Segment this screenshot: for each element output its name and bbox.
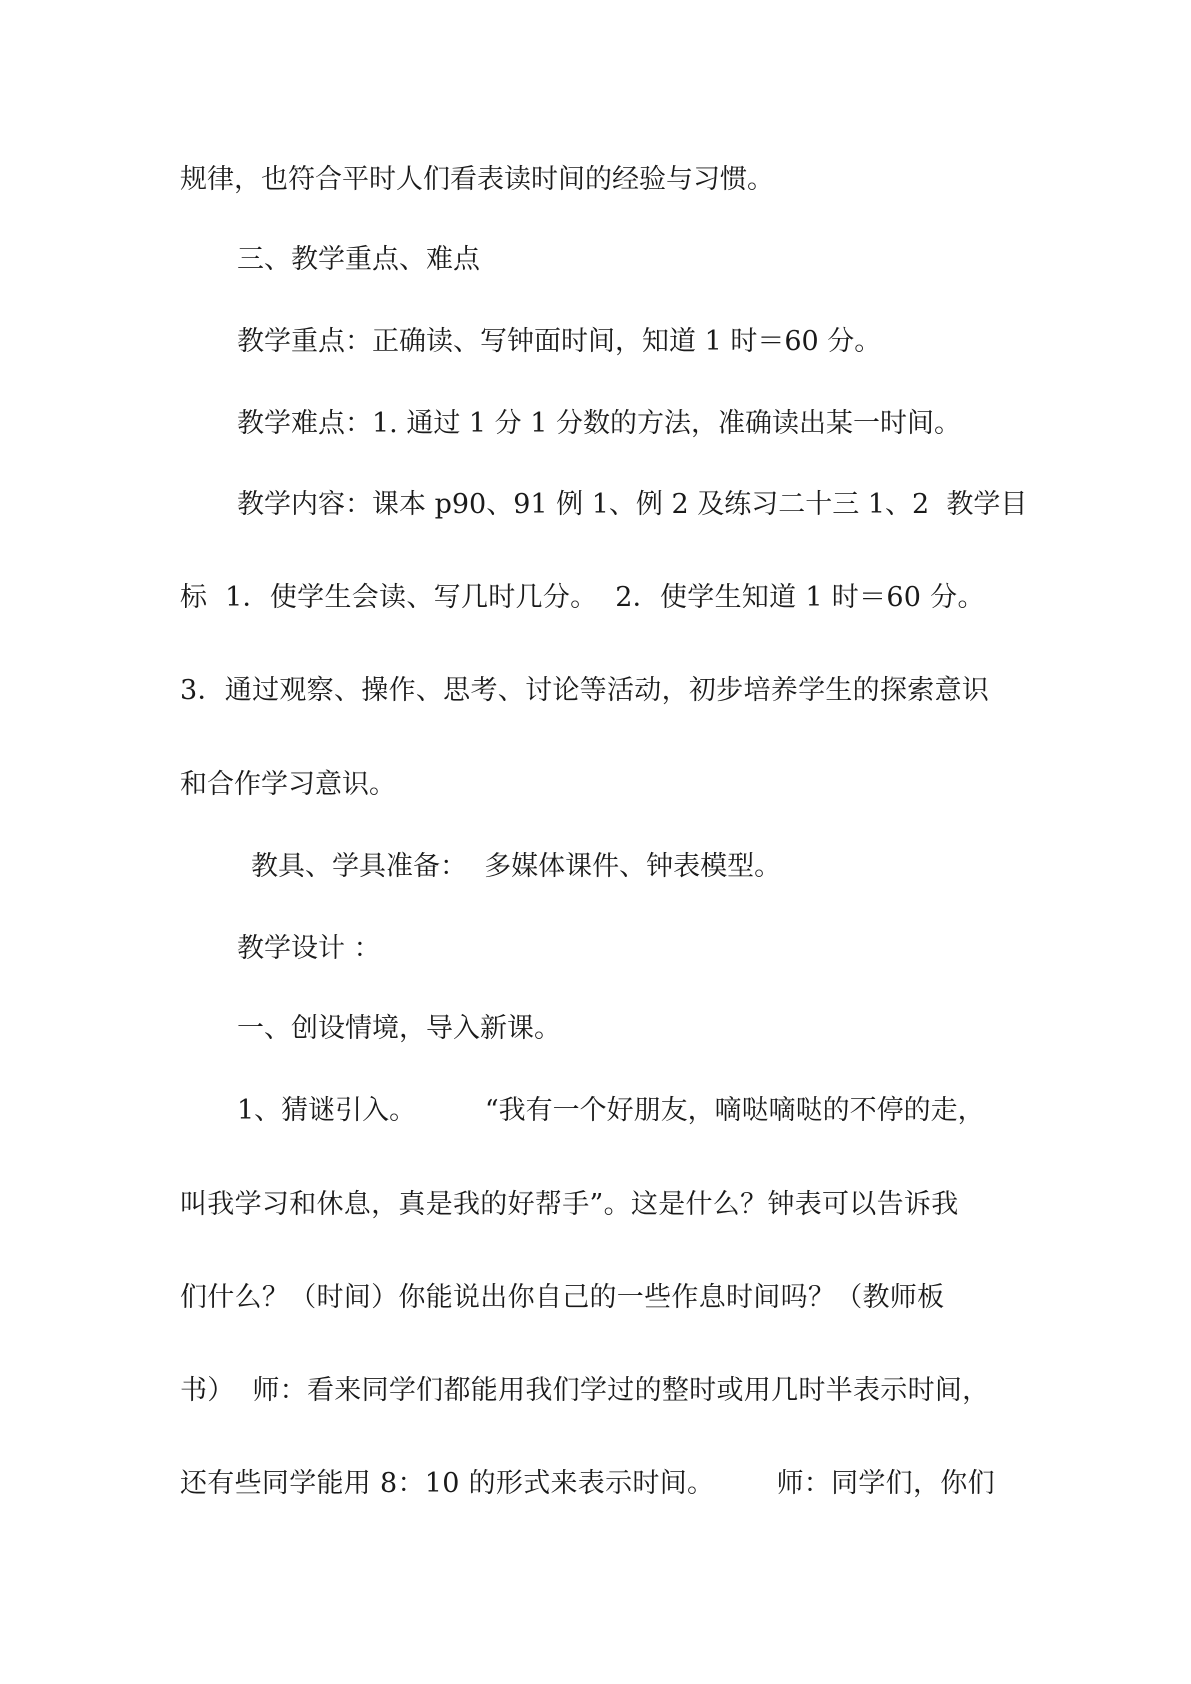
text-line-teacher-1: 书） 师：看来同学们都能用我们学过的整时或用几时半表示时间， <box>180 1375 990 1406</box>
text-line-objective-3: 3．通过观察、操作、思考、讨论等活动，初步培养学生的探索意识 <box>180 675 990 706</box>
text-line-riddle-cont: 叫我学习和休息，真是我的好帮手”。这是什么？钟表可以告诉我 <box>180 1189 959 1220</box>
text-line-objective-3-end: 和合作学习意识。 <box>180 769 396 800</box>
section-heading-design: 教学设计 ： <box>237 933 381 964</box>
section-heading-part-1: 一、创设情境，导入新课。 <box>237 1013 561 1044</box>
text-line-content: 教学内容：课本 p90、91 例 1、例 2 及练习二十三 1、2 教学目 <box>237 489 1028 520</box>
section-heading-key-points: 三、教学重点、难点 <box>237 244 480 275</box>
text-line-difficulty: 教学难点：1. 通过 1 分 1 分数的方法，准确读出某一时间。 <box>237 408 962 439</box>
text-line-key-point: 教学重点：正确读、写钟面时间，知道 1 时＝60 分。 <box>237 326 882 357</box>
text-line-1: 规律，也符合平时人们看表读时间的经验与习惯。 <box>180 164 774 195</box>
text-line-question: 们什么？（时间）你能说出你自己的一些作息时间吗？（教师板 <box>180 1282 945 1313</box>
text-line-teacher-2: 还有些同学能用 8：10 的形式来表示时间。 师：同学们，你们 <box>180 1468 995 1499</box>
text-line-objectives: 标 1．使学生会读、写几时几分。 2．使学生知道 1 时＝60 分。 <box>180 582 985 613</box>
text-line-riddle: 1、猜谜引入。 “我有一个好朋友，嘀哒嘀哒的不停的走， <box>237 1095 985 1126</box>
text-line-materials: 教具、学具准备： 多媒体课件、钟表模型。 <box>251 851 782 882</box>
